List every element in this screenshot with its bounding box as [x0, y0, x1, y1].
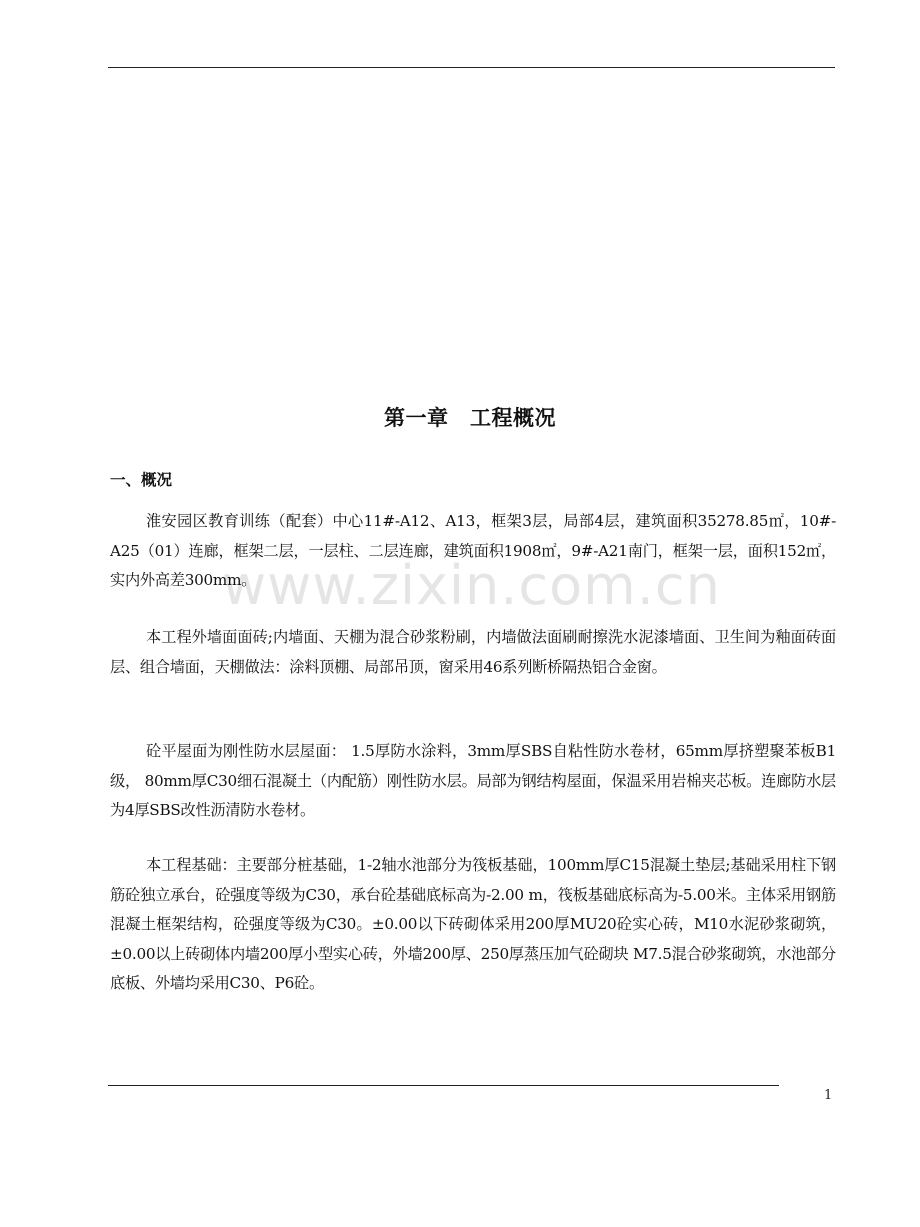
paragraph-finishes: 本工程外墙面面砖;内墙面、天棚为混合砂浆粉刷，内墙做法面刷耐擦洗水泥漆墙面、卫生间为釉面砖面层、组合墙面，天棚做法：涂料顶棚、局部吊顶，窗采用46系列断桥隔热铝合金窗。: [110, 628, 836, 676]
watermark: www.zixin.com.cn: [222, 554, 721, 617]
paragraph-overview: 淮安园区教育训练（配套）中心11#-A12、A13，框架3层，局部4层，建筑面积35278.85㎡，10#-A25（01）连廊，框架二层，一层柱、二层连廊，建筑面积1908㎡，9#-A21南门，框架一层，面积152㎡，实内外高差300mm。: [110, 512, 836, 589]
chapter-title: 第一章 工程概况: [384, 406, 556, 430]
page-number: 1: [824, 1088, 833, 1103]
paragraph-roofing: 砼平屋面为刚性防水层屋面： 1.5厚防水涂料，3mm厚SBS自粘性防水卷材，65mm厚挤塑聚苯板B1级， 80mm厚C30细石混凝土（内配筋）刚性防水层。局部为钢结构屋面，保温采用岩棉夹芯板。连廊防水层为4厚SBS改性沥清防水卷材。: [110, 742, 836, 819]
section-heading: 一、概况: [110, 471, 173, 489]
paragraph-foundation: 本工程基础：主要部分桩基础，1-2轴水池部分为筏板基础，100mm厚C15混凝土垫层;基础采用柱下钢筋砼独立承台，砼强度等级为C30，承台砼基础底标高为-2.00 m，筏板基础底标高为-5.00米。主体采用钢筋混凝土框架结构，砼强度等级为C30。±0.00以下砖砌体采用200厚MU20砼实心砖，M10水泥砂浆砌筑，±0.00以上砖砌体内墙200厚小型实心砖，外墙200厚、250厚蒸压加气砼砌块 M7.5混合砂浆砌筑，水池部分底板、外墙均采用C30、P6砼。: [110, 856, 836, 992]
header-rule: [108, 67, 835, 68]
footer-rule: [108, 1085, 779, 1086]
